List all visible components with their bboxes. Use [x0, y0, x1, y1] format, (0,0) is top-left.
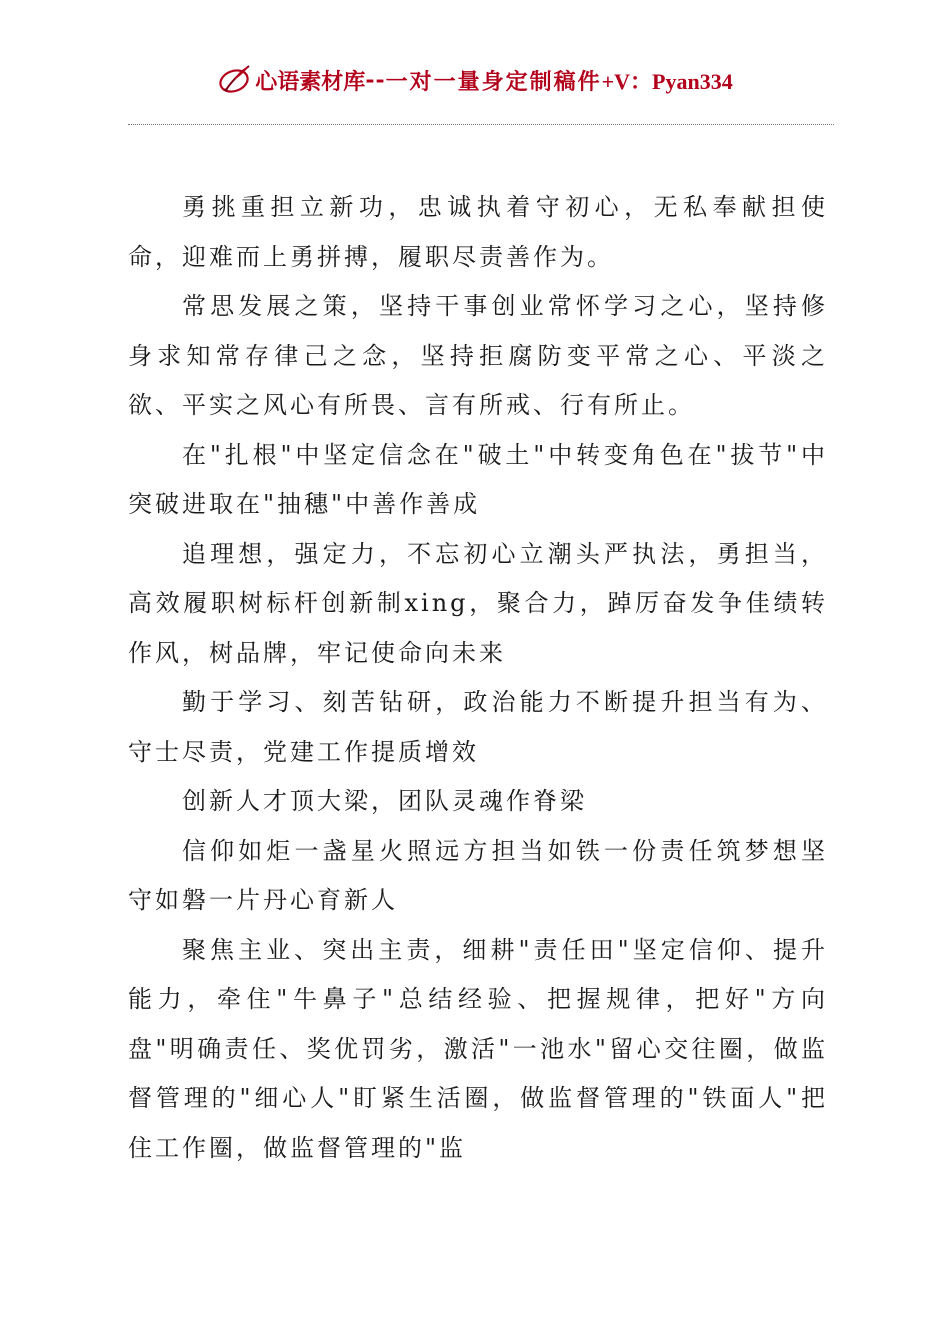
paragraph-4: 追理想，强定力，不忘初心立潮头严执法，勇担当，高效履职树标杆创新制xing，聚合力，踔厉奋发争佳绩转作风，树品牌，牢记使命向未来: [128, 539, 828, 667]
paragraph-8: 聚焦主业、突出主责，细耕"责任田"坚定信仰、提升能力，牵住"牛鼻子"总结经验、把握规律，把好"方向盘"明确责任、奖优罚劣，激活"一池水"留心交往圈，做监督管理的"细心人"盯紧生活圈，做监督管理的"铁面人"把住工作圈，做监督管理的"监: [128, 935, 828, 1162]
paragraph-1: 勇挑重担立新功，忠诚执着守初心，无私奉献担使命，迎难而上勇拼搏，履职尽责善作为。: [128, 193, 828, 271]
paragraph-3: 在"扎根"中坚定信念在"破土"中转变角色在"拔节"中突破进取在"抽穗"中善作善成: [128, 440, 828, 518]
paragraph-2: 常思发展之策，坚持干事创业常怀学习之心，坚持修身求知常存律己之念，坚持拒腐防变平常之心、平淡之欲、平实之风心有所畏、言有所戒、行有所止。: [128, 292, 828, 419]
header-divider: [128, 124, 834, 125]
document-body: [128, 183, 828, 1173]
header-brand: 心语素材库: [255, 68, 366, 95]
header-contact: +V：Pyan334: [601, 68, 733, 94]
header-slogan: 一对一量身定制稿件: [385, 68, 602, 95]
paragraph-7: 信仰如炬一盏星火照远方担当如铁一份责任筑梦想坚守如磐一片丹心育新人: [128, 836, 828, 914]
quill-pen-icon: [217, 62, 253, 98]
page-header: [0, 58, 950, 102]
header-banner: [217, 62, 732, 98]
paragraph-6: 创新人才顶大梁，团队灵魂作脊梁: [182, 787, 587, 815]
paragraph-5: 勤于学习、刻苦钻研，政治能力不断提升担当有为、守士尽责，党建工作提质增效: [128, 688, 828, 766]
header-separator: --: [365, 67, 386, 93]
